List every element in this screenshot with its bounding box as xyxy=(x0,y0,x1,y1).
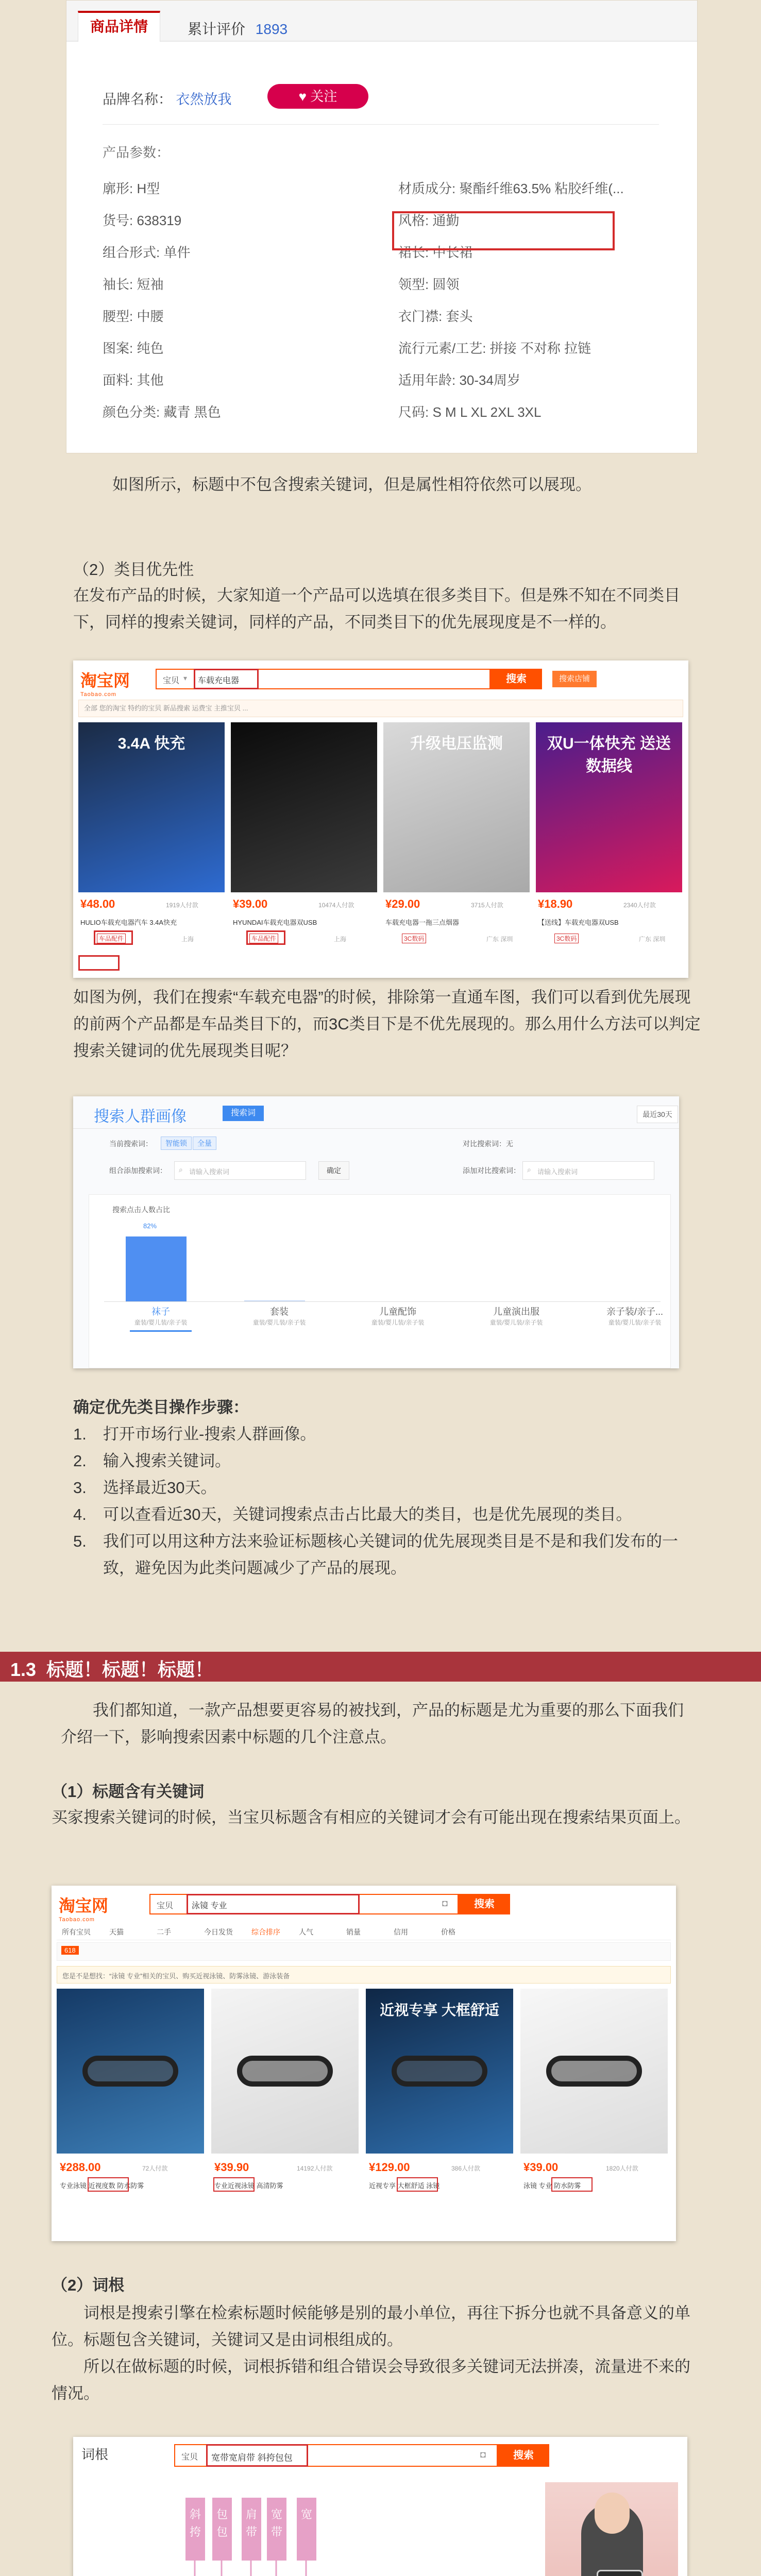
product-price: ¥39.00 xyxy=(523,2161,559,2174)
word-root-screenshot xyxy=(73,2437,687,2576)
date-button[interactable]: 最近30天 xyxy=(637,1106,678,1123)
category-tag: 车品配件 xyxy=(249,934,278,943)
category-sub-label: 童装/婴儿装/亲子装 xyxy=(134,1319,188,1326)
logo-text: 淘宝网 xyxy=(80,671,130,690)
chevron-down-icon: ▾ xyxy=(183,674,188,682)
product-image xyxy=(231,722,377,892)
step-text: 打开市场行业-搜索人群画像。 xyxy=(103,1425,316,1443)
product-paid: 3715人付款 xyxy=(471,902,503,909)
step-text: 选择最近30天。 xyxy=(103,1479,217,1497)
keyword-highlight-box xyxy=(88,2177,129,2192)
product-grid xyxy=(57,1989,671,2236)
product-location: 上海 xyxy=(334,936,347,943)
sort-tab[interactable]: 今日发货 xyxy=(204,1928,233,1936)
keyword-input[interactable] xyxy=(174,1161,306,1180)
category-highlight-box xyxy=(94,930,133,945)
root-top-row xyxy=(73,2498,434,2570)
add-compare-label: 添加对比搜索词： xyxy=(463,1166,520,1175)
search-button[interactable]: 搜索 xyxy=(491,669,542,689)
step-number: 4. xyxy=(73,1505,87,1523)
product-paid: 14192人付款 xyxy=(297,2165,333,2172)
param-item: 领型: 圆领 xyxy=(398,277,460,292)
param-item: 尺码: S M L XL 2XL 3XL xyxy=(398,404,542,420)
chart-value: 82% xyxy=(143,1222,157,1230)
product-image-text: 近视专享 大框舒适 xyxy=(380,2002,499,2018)
category-tag: 车品配件 xyxy=(97,934,126,943)
brand-link[interactable]: 衣然放我 xyxy=(176,92,232,107)
product-location: 广东 深圳 xyxy=(639,936,666,943)
search-crowd-screenshot xyxy=(73,1096,679,1368)
category-label[interactable]: 袜子 xyxy=(151,1307,170,1317)
paragraph-root-1: 词根是搜索引擎在检索标题时候能够是别的最小单位，再往下拆分也就不具备意义的单位。标题包含关键词，关键词又是由词根组成的。 xyxy=(52,2304,690,2349)
sort-tab[interactable]: 天猫 xyxy=(109,1928,124,1936)
root-char-2: 带 xyxy=(245,2526,257,2538)
section-banner xyxy=(0,1652,761,1682)
brand-label: 品牌名称： xyxy=(103,92,172,107)
style-highlight-box xyxy=(392,211,615,250)
compare-keyword-input[interactable] xyxy=(522,1161,654,1180)
product-title[interactable]: 专业近视泳镜 高清防雾 xyxy=(214,2182,283,2190)
chart-axis xyxy=(104,1301,661,1302)
root-char-2: 包 xyxy=(216,2526,228,2538)
search-input[interactable]: 车载充电器 xyxy=(198,676,240,685)
product-image xyxy=(211,1989,359,2154)
heading-category-priority: （2）类目优先性 xyxy=(73,561,194,579)
search-icon: ⌕ xyxy=(179,1165,183,1174)
product-card[interactable] xyxy=(78,722,225,974)
product-price: ¥288.00 xyxy=(60,2161,101,2174)
step-number: 3. xyxy=(73,1479,87,1497)
product-paid: 1820人付款 xyxy=(606,2165,638,2172)
sort-bar xyxy=(57,1923,671,1940)
paragraph-example: 如图为例，我们在搜索“车载充电器”的时候，排除第一直通车图，我们可以看到优先展现的前两个产品都是车品类目下的，而3C类目下是不优先展现的。那么用什么方法可以判定搜索关键词的优先展现类目呢？ xyxy=(73,988,701,1060)
root-box-top xyxy=(185,2498,205,2561)
goggles-shape xyxy=(237,2056,333,2087)
product-price: ¥18.90 xyxy=(538,897,573,910)
product-image xyxy=(366,1989,513,2154)
product-paid: 386人付款 xyxy=(451,2165,481,2172)
sort-tab[interactable]: 价格 xyxy=(441,1928,455,1936)
logo-sub: Taobao.com xyxy=(59,1917,95,1923)
product-image xyxy=(383,722,530,892)
chart-title: 搜索点击人数占比 xyxy=(112,1206,170,1214)
param-item: 衣门襟: 套头 xyxy=(398,309,473,324)
category-label[interactable]: 儿童配饰 xyxy=(379,1307,416,1317)
product-title[interactable]: HYUNDAI车载充电器双USB xyxy=(233,919,317,926)
product-card[interactable] xyxy=(366,1989,513,2235)
category-label[interactable]: 儿童演出服 xyxy=(493,1307,539,1317)
query-highlight-box xyxy=(187,1894,360,1914)
product-title[interactable]: 专业泳镜 近视度数 防水防雾 xyxy=(60,2182,144,2190)
first-item-highlight-box xyxy=(78,955,120,971)
step-number: 1. xyxy=(73,1425,87,1443)
detail-tabbar xyxy=(66,1,698,42)
taobao-logo xyxy=(59,1893,108,1923)
product-card[interactable] xyxy=(231,722,377,974)
confirm-button[interactable]: 确定 xyxy=(318,1161,349,1180)
root-box-top xyxy=(267,2498,286,2561)
goggles-shape xyxy=(546,2056,642,2087)
category-sub-label: 童装/婴儿装/亲子装 xyxy=(489,1319,543,1326)
param-item: 风格: 通勤 xyxy=(398,213,460,228)
category-labels xyxy=(104,1304,661,1335)
product-paid: 10474人付款 xyxy=(318,902,354,909)
brand-row xyxy=(103,88,232,108)
paragraph-keyword: 买家搜索关键词的时候，当宝贝标题含有相应的关键词才会有可能出现在搜索结果页面上。 xyxy=(52,1808,690,1826)
product-paid: 1919人付款 xyxy=(166,902,198,909)
product-paid: 2340人付款 xyxy=(623,902,656,909)
step-text: 我们可以用这种方法来验证标题核心关键词的优先展现类目是不是和我们发布的一致，避免因为此类问题减少了产品的展现。 xyxy=(103,1532,678,1577)
param-item: 颜色分类: 藏青 黑色 xyxy=(103,404,221,420)
search-bar xyxy=(149,1894,459,1914)
param-item: 组合形式: 单件 xyxy=(103,245,191,260)
logo-sub: Taobao.com xyxy=(80,691,116,698)
category-highlight-box xyxy=(246,930,285,945)
search-icon: ⌕ xyxy=(527,1165,531,1174)
query-highlight-box xyxy=(194,669,259,689)
search-input[interactable]: 泳镜 专业 xyxy=(192,1902,227,1910)
search-results-screenshot-goggles xyxy=(52,1886,676,2241)
param-item: 材质成分: 聚酯纤维63.5% 粘胶纤维(... xyxy=(398,181,624,196)
notice-bar xyxy=(57,1966,671,1984)
param-item: 适用年龄: 30-34周岁 xyxy=(398,372,520,388)
tab-detail[interactable]: 商品详情 xyxy=(78,11,160,42)
logo-text: 淘宝网 xyxy=(59,1896,109,1915)
search-dropdown[interactable]: 宝贝 xyxy=(157,1902,174,1910)
reviews-count: 1893 xyxy=(255,21,288,37)
category-sub-label: 童装/婴儿装/亲子装 xyxy=(371,1319,425,1326)
heading-root: （2）词根 xyxy=(52,2276,125,2294)
product-paid: 72人付款 xyxy=(142,2165,168,2172)
divider xyxy=(103,124,659,125)
step-item xyxy=(73,1528,702,1582)
model-face xyxy=(595,2493,630,2534)
product-location: 广东 深圳 xyxy=(486,936,513,943)
param-item: 廓形: H型 xyxy=(103,181,160,196)
sub-tab-keyword[interactable]: 搜索词 xyxy=(223,1106,264,1121)
category-label[interactable]: 套装 xyxy=(270,1307,289,1317)
result-count: 618 xyxy=(61,1946,79,1955)
product-price: ¥39.90 xyxy=(214,2161,249,2174)
product-card[interactable] xyxy=(383,722,530,974)
product-location: 上海 xyxy=(181,936,194,943)
product-image-text: 3.4A 快充 xyxy=(117,735,185,752)
heading-keyword: （1）标题含有关键词 xyxy=(52,1783,205,1801)
sort-tab[interactable]: 信用 xyxy=(394,1928,408,1936)
bar-top-category xyxy=(126,1236,187,1301)
search-input[interactable]: 宽带宽肩带 斜挎包包 xyxy=(211,2453,293,2463)
param-item: 裙长: 中长裙 xyxy=(398,245,473,260)
root-char: 肩 xyxy=(245,2508,257,2521)
compare-placeholder: 请输入搜索词 xyxy=(537,1168,578,1176)
product-title[interactable]: 车载充电器一拖三点烟器 xyxy=(385,919,460,926)
category-tag: 3C数码 xyxy=(402,934,426,943)
taobao-logo xyxy=(80,668,130,698)
step-number: 2. xyxy=(73,1452,87,1470)
filter-bar: 全部 您的淘宝 特约的宝贝 新品搜索 运费宝 主推宝贝 ... xyxy=(78,700,683,717)
product-image xyxy=(57,1989,204,2154)
params-title: 产品参数： xyxy=(103,145,170,160)
category-label[interactable]: 亲子装/亲子... xyxy=(606,1307,663,1317)
heading-steps: 确定优先类目操作步骤： xyxy=(73,1398,249,1416)
product-detail-screenshot xyxy=(66,0,698,453)
current-keyword-label: 当前搜索词： xyxy=(109,1140,153,1148)
param-item: 腰型: 中腰 xyxy=(103,309,164,324)
section-title: 1.3 标题！标题！标题！ xyxy=(10,1659,214,1680)
product-card[interactable] xyxy=(57,1989,204,2235)
product-price: ¥48.00 xyxy=(80,897,115,910)
product-card[interactable] xyxy=(211,1989,359,2235)
bag-shape xyxy=(597,2570,643,2576)
category-sub-label: 童装/婴儿装/亲子装 xyxy=(252,1319,306,1326)
product-title[interactable]: 近视专享 大框舒适 泳镜 xyxy=(369,2182,440,2190)
divider xyxy=(73,1128,679,1129)
search-dropdown[interactable]: 宝贝 xyxy=(163,676,180,685)
root-box-top xyxy=(212,2498,232,2561)
category-tag: 3C数码 xyxy=(554,934,579,943)
param-item: 流行元素/工艺: 拼接 不对称 拉链 xyxy=(398,341,591,356)
camera-icon[interactable]: ◘ xyxy=(480,2449,486,2460)
follow-button[interactable] xyxy=(267,84,368,109)
add-keyword-label: 组合添加搜索词： xyxy=(109,1166,167,1175)
step-text: 可以查看近30天，关键词搜索点击占比最大的类目，也是优先展现的类目。 xyxy=(103,1505,632,1523)
search-results-screenshot-charger xyxy=(73,660,688,978)
step-text: 输入搜索关键词。 xyxy=(103,1452,231,1470)
search-button[interactable]: 搜索 xyxy=(459,1894,510,1914)
notice-text: 您是不是想找：“泳镜 专业”相关的宝贝、购买近视泳镜、防雾泳镜、游泳装备 xyxy=(62,1972,290,1980)
root-char: 宽 xyxy=(270,2508,282,2521)
tab-reviews[interactable] xyxy=(188,18,288,39)
root-char: 宽 xyxy=(300,2508,312,2521)
camera-icon[interactable]: ◘ xyxy=(442,1898,448,1908)
follow-label: 关注 xyxy=(310,89,337,104)
search-dropdown[interactable]: 宝贝 xyxy=(181,2453,198,2462)
product-price: ¥29.00 xyxy=(385,897,420,910)
crowd-title: 搜索人群画像 xyxy=(94,1108,187,1125)
root-char: 斜 xyxy=(189,2508,201,2521)
product-title[interactable]: 泳镜 专业 防水防雾 xyxy=(523,2182,581,2190)
product-grid xyxy=(78,722,683,975)
search-bar xyxy=(156,669,491,689)
param-item: 袖长: 短袖 xyxy=(103,277,164,292)
search-button[interactable]: 搜索 xyxy=(498,2444,549,2467)
selected-category-underline xyxy=(130,1330,192,1332)
product-image-text: 双U一体快充 送送数据线 xyxy=(547,735,671,775)
root-box-top xyxy=(297,2498,316,2561)
tab-reviews-label: 累计评价 xyxy=(188,21,246,37)
sort-tab[interactable]: 二手 xyxy=(157,1928,171,1936)
keyword-chip-scope[interactable]: 全量 xyxy=(193,1137,216,1150)
compare-keyword-label: 对比搜索词：无 xyxy=(463,1140,513,1148)
product-image xyxy=(520,1989,668,2154)
product-image xyxy=(545,2482,678,2576)
paragraph-root-2: 所以在做标题的时候，词根拆错和组合错误会导致很多关键词无法拼凑，流量进不来的情况。 xyxy=(52,2358,690,2402)
goggles-shape xyxy=(82,2056,178,2087)
paragraph-title-intro: 我们都知道，一款产品想要更容易的被找到，产品的标题是尤为重要的那么下面我们介绍一下，影响搜索因素中标题的几个注意点。 xyxy=(61,1701,684,1746)
root-box-top xyxy=(242,2498,261,2561)
filter-row xyxy=(57,1942,671,1961)
heart-icon: ♥ xyxy=(298,89,307,104)
sort-tab[interactable]: 综合排序 xyxy=(251,1928,280,1936)
keyword-placeholder: 请输入搜索词 xyxy=(189,1168,230,1176)
caption-1: 如图所示，标题中不包含搜索关键词，但是属性相符依然可以展现。 xyxy=(112,476,591,494)
product-image xyxy=(536,722,682,892)
product-image xyxy=(78,722,225,892)
sort-tab[interactable]: 人气 xyxy=(299,1928,313,1936)
product-title[interactable]: HULIO车载充电器汽车 3.4A快充 xyxy=(80,919,177,926)
sort-tab[interactable]: 所有宝贝 xyxy=(62,1928,91,1936)
category-sub-label: 童装/婴儿装/亲子装 xyxy=(608,1319,662,1326)
root-char-2: 带 xyxy=(270,2526,282,2538)
keyword-highlight-box xyxy=(551,2177,593,2192)
goggles-shape xyxy=(392,2056,487,2087)
param-item: 图案: 纯色 xyxy=(103,341,164,356)
keyword-highlight-box xyxy=(397,2177,438,2192)
root-char-2: 挎 xyxy=(189,2526,201,2538)
product-price: ¥39.00 xyxy=(233,897,268,910)
product-price: ¥129.00 xyxy=(369,2161,410,2174)
product-title[interactable]: 【送线】车载充电器双USB xyxy=(538,919,619,926)
param-item: 货号: 638319 xyxy=(103,213,182,228)
keyword-highlight-box xyxy=(213,2177,255,2192)
product-card[interactable] xyxy=(536,722,682,974)
product-image-text: 升级电压监测 xyxy=(410,735,503,752)
param-item: 面料: 其他 xyxy=(103,372,164,388)
keyword-chip[interactable]: 智能锁 xyxy=(161,1137,192,1150)
sort-tab[interactable]: 销量 xyxy=(346,1928,361,1936)
product-card[interactable] xyxy=(520,1989,668,2235)
step-number: 5. xyxy=(73,1532,87,1550)
paragraph-category: 在发布产品的时候，大家知道一个产品可以选填在很多类目下。但是殊不知在不同类目下，同样的搜索关键词，同样的产品，不同类目下的优先展现度是不一样的。 xyxy=(73,586,680,631)
root-label: 词根 xyxy=(81,2447,109,2462)
root-char: 包 xyxy=(216,2508,228,2521)
search-shop-button[interactable]: 搜索店铺 xyxy=(552,671,597,687)
